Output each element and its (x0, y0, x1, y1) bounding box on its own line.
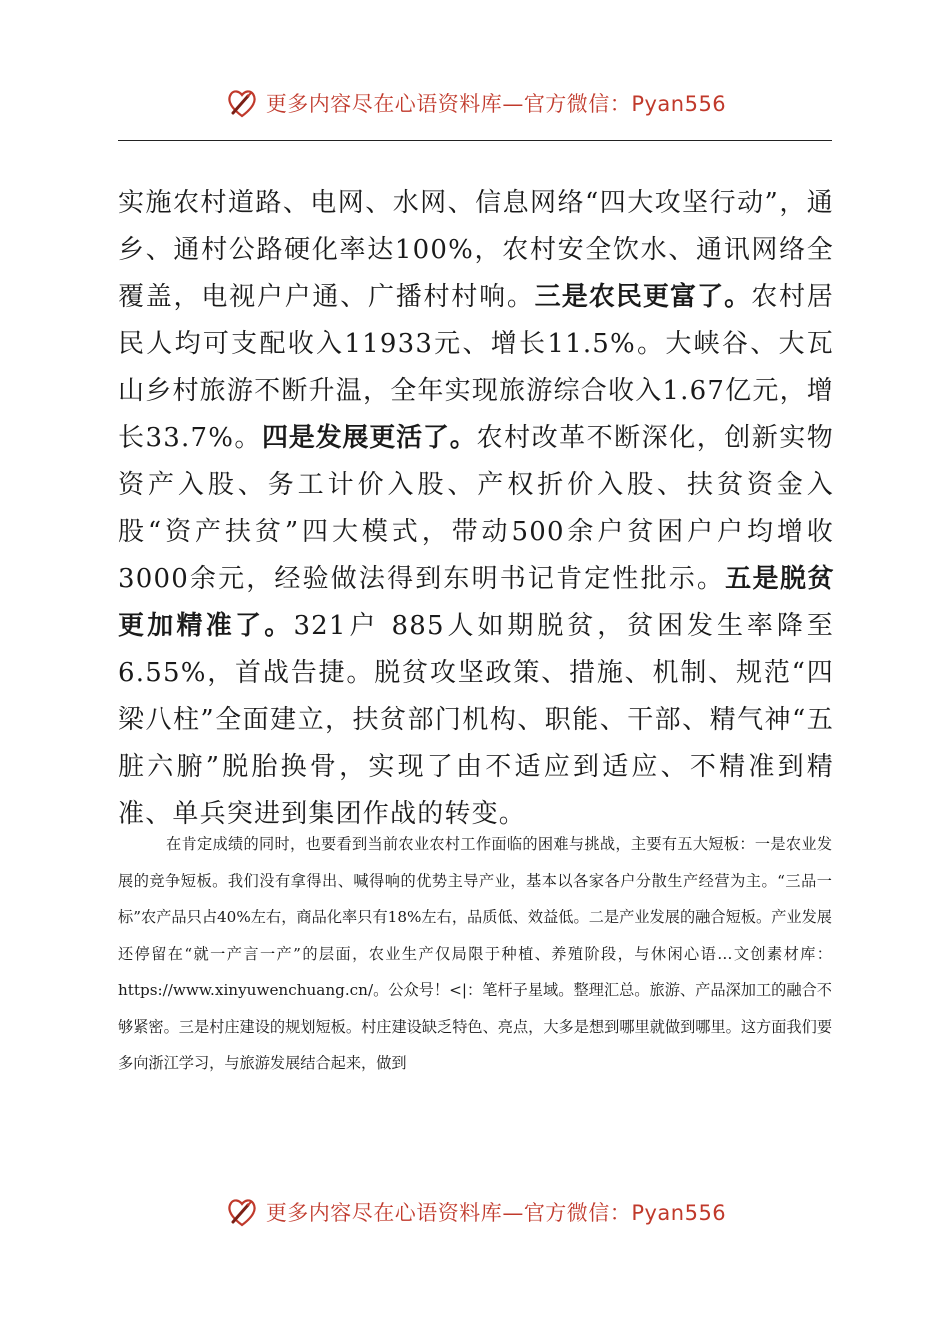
header-banner-text (266, 88, 726, 118)
footer-wechat-id: Pyan556 (631, 1201, 727, 1225)
para-text-b: 农村居民人均可支配收入11933元、增长11.5%。大峡谷、大瓦山乡村旅游不断升温，全年实现旅游综合收入1.67亿元，增长33.7%。 (118, 282, 834, 453)
header-divider (118, 140, 832, 141)
footer-banner-text (266, 1197, 726, 1227)
highlight-five: 五是脱贫更加精准了。 (118, 564, 834, 641)
footer-banner (0, 1190, 950, 1234)
header-dash: — (502, 92, 524, 116)
pen-heart-logo-icon (224, 1194, 260, 1230)
footer-wechat-label: 官方微信： (523, 1201, 632, 1225)
large-text-paragraph (118, 180, 834, 838)
header-wechat-label: 官方微信： (523, 92, 632, 116)
footer-dash: — (502, 1201, 524, 1225)
header-site-text: 更多内容尽在心语资料库 (265, 92, 503, 116)
para-text-c: 农村改革不断深化，创新实物资产入股、务工计价入股、产权折价入股、扶贫资金入股“资产扶贫”四大模式，带动500余户贫困户户均增收3000余元，经验做法得到东明书记肯定性批示。 (118, 423, 834, 594)
header-wechat-id: Pyan556 (631, 92, 727, 116)
footer-site-text: 更多内容尽在心语资料库 (265, 1201, 503, 1225)
small-text-paragraph: 在肯定成绩的同时，也要看到当前农业农村工作面临的困难与挑战，主要有五大短板：一是农业发展的竞争短板。我们没有拿得出、喊得响的优势主导产业，基本以各家各户分散生产经营为主。“三品一标”农产品只占40%左右，商品化率只有18%左右，品质低、效益低。二是产业发展的融合短板。产业发展还停留在“就一产言一产”的层面，农业生产仅局限于种植、养殖阶段，与休闲心语…文创素材库：https://www.xinyuwenchuang.cn/。公众号！<|：笔杆子星域。整理汇总。旅游、产品深加工的融合不够紧密。三是村庄建设的规划短板。村庄建设缺乏特色、亮点，大多是想到哪里就做到哪里。这方面我们要多向浙江学习，与旅游发展结合起来，做到 (118, 835, 832, 1072)
pen-heart-logo-icon (224, 85, 260, 121)
highlight-three: 三是农民更富了。 (534, 282, 752, 312)
para-text-d: 321户 885人如期脱贫，贫困发生率降至6.55%，首战告捷。脱贫攻坚政策、措施、机制、规范“四梁八柱”全面建立，扶贫部门机构、职能、干部、精气神“五脏六腑”脱胎换骨，实现了由不适应到适应、不精准到精准、单兵突进到集团作战的转变。 (118, 611, 834, 829)
header-banner (0, 81, 950, 125)
para-text-a: 实施农村道路、电网、水网、信息网络“四大攻坚行动”，通乡、通村公路硬化率达100%，农村安全饮水、通讯网络全覆盖，电视户户通、广播村村响。 (118, 188, 834, 312)
highlight-four: 四是发展更活了。 (261, 423, 477, 453)
